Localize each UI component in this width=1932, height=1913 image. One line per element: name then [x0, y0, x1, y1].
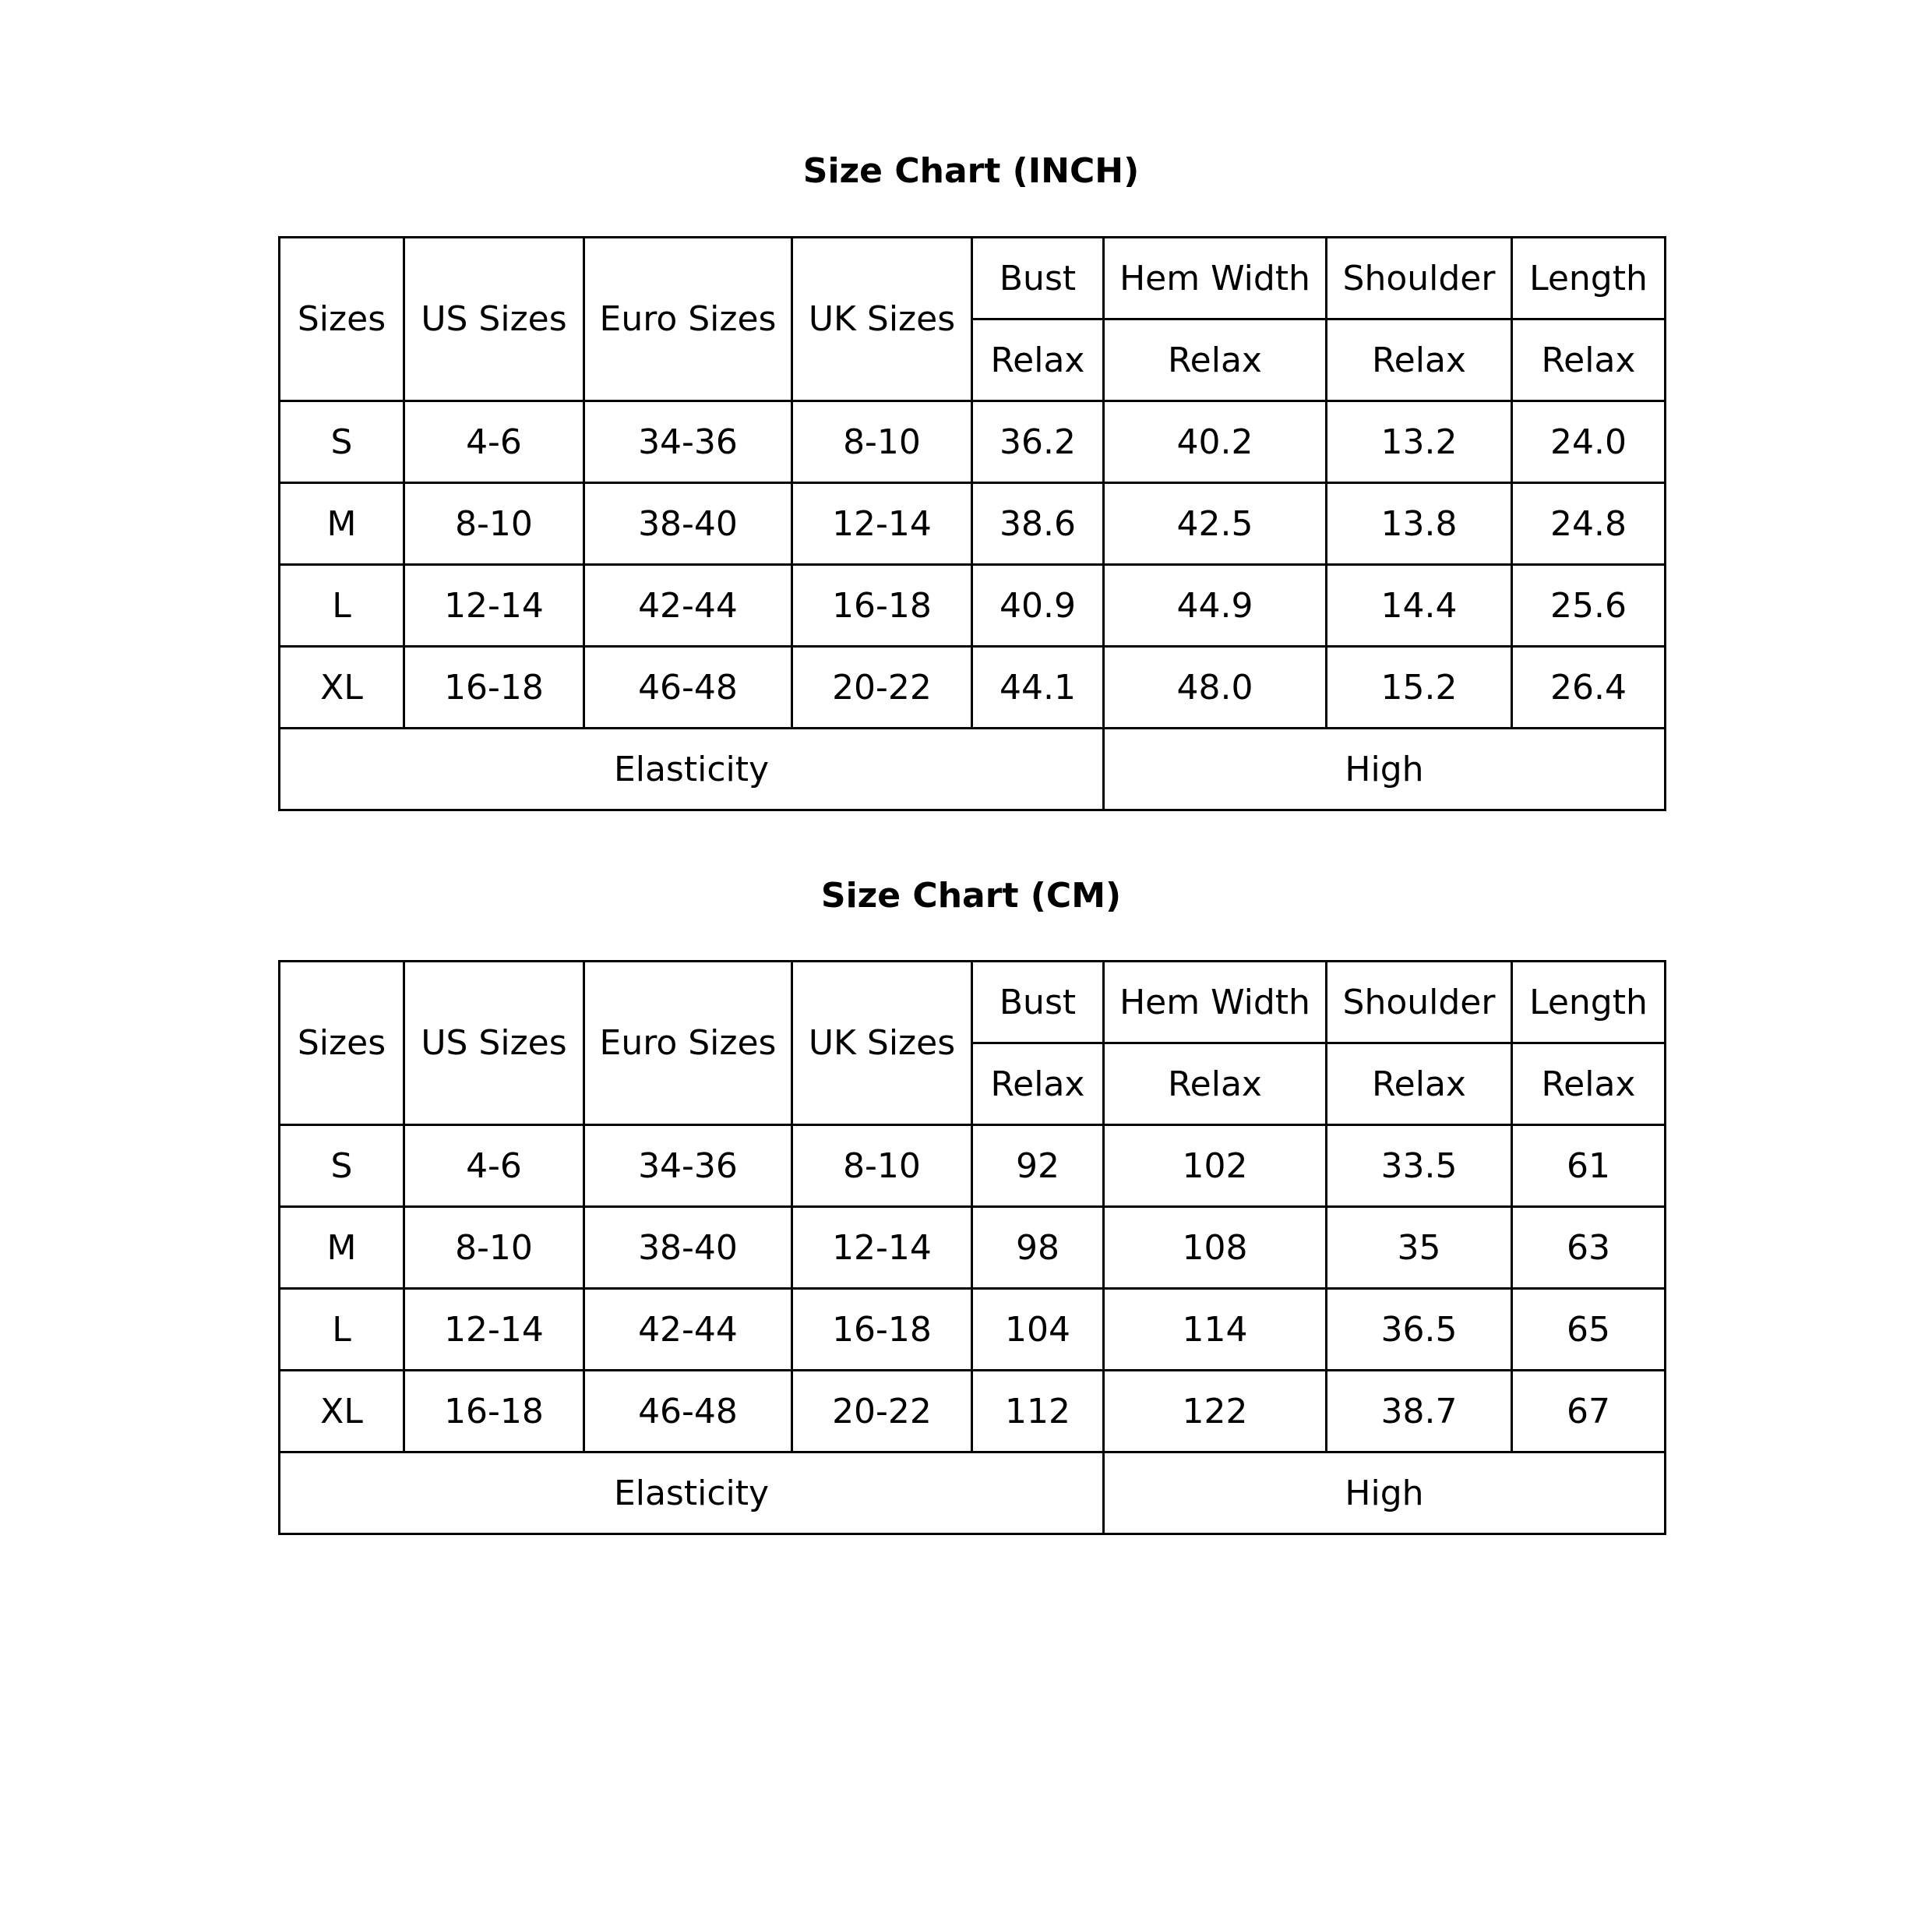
cell-hem-width: 44.9 — [1104, 565, 1327, 647]
cell-us: 12-14 — [404, 565, 584, 647]
header-uk-sizes: UK Sizes — [792, 238, 972, 401]
cell-us: 8-10 — [404, 1207, 584, 1289]
elasticity-label: Elasticity — [280, 1452, 1104, 1534]
header-hem-width: Hem Width — [1104, 238, 1327, 319]
header-row — [280, 962, 1666, 1043]
cell-bust: 112 — [972, 1371, 1104, 1452]
cell-hem-width: 114 — [1104, 1289, 1327, 1371]
cell-length: 61 — [1512, 1125, 1666, 1207]
cell-uk: 12-14 — [792, 483, 972, 565]
cell-uk: 12-14 — [792, 1207, 972, 1289]
cell-length: 24.8 — [1512, 483, 1666, 565]
cell-length: 63 — [1512, 1207, 1666, 1289]
table-row — [280, 1289, 1666, 1371]
header-bust: Bust — [972, 962, 1104, 1043]
cell-length: 67 — [1512, 1371, 1666, 1452]
subheader-relax: Relax — [1512, 319, 1666, 401]
cell-us: 8-10 — [404, 483, 584, 565]
cell-euro: 38-40 — [584, 483, 792, 565]
cell-us: 16-18 — [404, 1371, 584, 1452]
cell-uk: 8-10 — [792, 1125, 972, 1207]
cell-bust: 104 — [972, 1289, 1104, 1371]
cell-hem-width: 122 — [1104, 1371, 1327, 1452]
cell-uk: 8-10 — [792, 401, 972, 483]
cell-bust: 40.9 — [972, 565, 1104, 647]
header-us-sizes: US Sizes — [404, 238, 584, 401]
cell-bust: 36.2 — [972, 401, 1104, 483]
chart-title: Size Chart (CM) — [820, 876, 1122, 916]
cell-euro: 46-48 — [584, 647, 792, 729]
cell-bust: 92 — [972, 1125, 1104, 1207]
header-hem-width: Hem Width — [1104, 962, 1327, 1043]
cell-hem-width: 42.5 — [1104, 483, 1327, 565]
cell-euro: 46-48 — [584, 1371, 792, 1452]
cell-euro: 42-44 — [584, 1289, 792, 1371]
footer-row — [280, 729, 1666, 810]
header-length: Length — [1512, 238, 1666, 319]
header-euro-sizes: Euro Sizes — [584, 962, 792, 1125]
header-shoulder: Shoulder — [1327, 238, 1512, 319]
cell-size: L — [280, 565, 404, 647]
cell-euro: 38-40 — [584, 1207, 792, 1289]
elasticity-value: High — [1104, 729, 1666, 810]
cell-euro: 34-36 — [584, 1125, 792, 1207]
header-uk-sizes: UK Sizes — [792, 962, 972, 1125]
table-row — [280, 647, 1666, 729]
cell-euro: 34-36 — [584, 401, 792, 483]
header-shoulder: Shoulder — [1327, 962, 1512, 1043]
cell-euro: 42-44 — [584, 565, 792, 647]
cell-hem-width: 108 — [1104, 1207, 1327, 1289]
header-sizes: Sizes — [280, 962, 404, 1125]
cell-shoulder: 36.5 — [1327, 1289, 1512, 1371]
footer-row — [280, 1452, 1666, 1534]
header-sizes: Sizes — [280, 238, 404, 401]
cell-shoulder: 38.7 — [1327, 1371, 1512, 1452]
cell-size: XL — [280, 647, 404, 729]
cell-bust: 98 — [972, 1207, 1104, 1289]
cell-us: 12-14 — [404, 1289, 584, 1371]
cell-shoulder: 14.4 — [1327, 565, 1512, 647]
size-table — [278, 236, 1666, 811]
subheader-relax: Relax — [1327, 319, 1512, 401]
subheader-relax: Relax — [972, 319, 1104, 401]
chart-title: Size Chart (INCH) — [802, 151, 1140, 191]
table-row — [280, 401, 1666, 483]
cell-us: 16-18 — [404, 647, 584, 729]
cell-length: 26.4 — [1512, 647, 1666, 729]
header-euro-sizes: Euro Sizes — [584, 238, 792, 401]
cell-shoulder: 35 — [1327, 1207, 1512, 1289]
cell-hem-width: 40.2 — [1104, 401, 1327, 483]
elasticity-label: Elasticity — [280, 729, 1104, 810]
size-table — [278, 960, 1666, 1535]
cell-uk: 20-22 — [792, 647, 972, 729]
cell-size: S — [280, 401, 404, 483]
cell-size: S — [280, 1125, 404, 1207]
cell-shoulder: 13.2 — [1327, 401, 1512, 483]
cell-shoulder: 15.2 — [1327, 647, 1512, 729]
cell-uk: 16-18 — [792, 1289, 972, 1371]
cell-size: M — [280, 1207, 404, 1289]
header-length: Length — [1512, 962, 1666, 1043]
cell-length: 65 — [1512, 1289, 1666, 1371]
header-us-sizes: US Sizes — [404, 962, 584, 1125]
cell-bust: 38.6 — [972, 483, 1104, 565]
cell-bust: 44.1 — [972, 647, 1104, 729]
cell-size: L — [280, 1289, 404, 1371]
cell-hem-width: 102 — [1104, 1125, 1327, 1207]
table-row — [280, 1371, 1666, 1452]
subheader-relax: Relax — [1104, 319, 1327, 401]
header-row — [280, 238, 1666, 319]
cell-shoulder: 33.5 — [1327, 1125, 1512, 1207]
cell-shoulder: 13.8 — [1327, 483, 1512, 565]
table-row — [280, 565, 1666, 647]
table-row — [280, 1207, 1666, 1289]
table-row — [280, 1125, 1666, 1207]
elasticity-value: High — [1104, 1452, 1666, 1534]
cell-hem-width: 48.0 — [1104, 647, 1327, 729]
cell-uk: 20-22 — [792, 1371, 972, 1452]
cell-us: 4-6 — [404, 401, 584, 483]
cell-us: 4-6 — [404, 1125, 584, 1207]
cell-size: M — [280, 483, 404, 565]
subheader-relax: Relax — [1512, 1043, 1666, 1125]
subheader-relax: Relax — [1327, 1043, 1512, 1125]
cell-length: 24.0 — [1512, 401, 1666, 483]
cell-length: 25.6 — [1512, 565, 1666, 647]
header-bust: Bust — [972, 238, 1104, 319]
table-row — [280, 483, 1666, 565]
subheader-relax: Relax — [1104, 1043, 1327, 1125]
cell-size: XL — [280, 1371, 404, 1452]
subheader-relax: Relax — [972, 1043, 1104, 1125]
cell-uk: 16-18 — [792, 565, 972, 647]
